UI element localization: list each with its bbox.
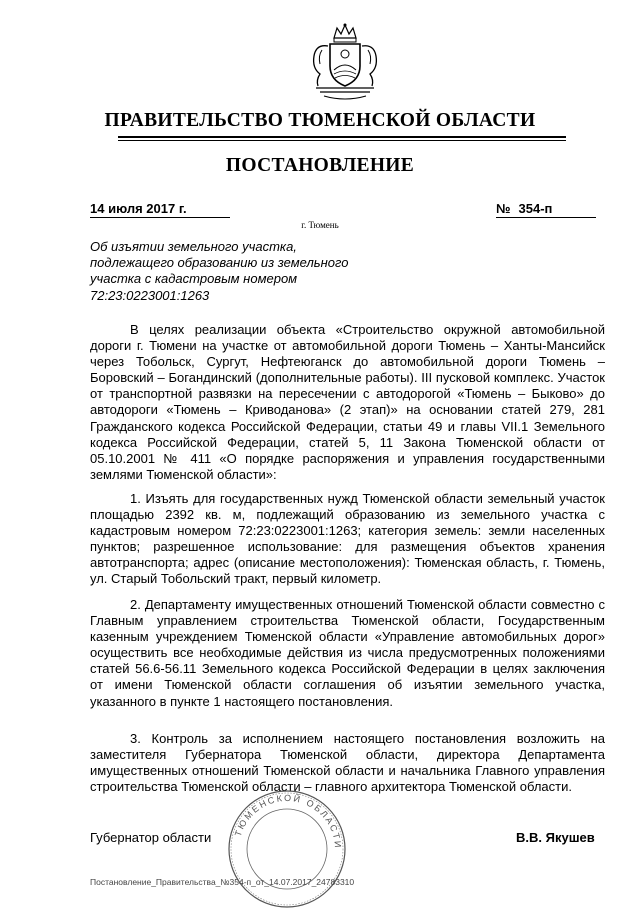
coat-of-arms-icon: [304, 22, 386, 102]
document-number: [496, 201, 596, 218]
header-rule: [118, 136, 566, 138]
document-city: г. Тюмень: [301, 220, 339, 230]
document-type-title: ПОСТАНОВЛЕНИЕ: [225, 155, 415, 176]
document-date: 14 июля 2017 г.: [90, 201, 230, 218]
document-subject: Об изъятии земельного участка, подлежащего образованию из земельного участка с кадастровым номером 72:23:0223001:1263: [90, 239, 349, 303]
number-label: №: [496, 201, 511, 216]
number-value: 354-п: [518, 201, 553, 216]
document-footer: Постановление_Правительства_№354-п_от_14.07.2017_24783310: [90, 877, 355, 887]
signatory-title: Губернатор области: [90, 830, 212, 845]
item-2-paragraph: 2. Департаменту имущественных отношений Тюменской области совместно с Главным управлением строительства Тюменской области, Государственным казенным учреждением Тюменской области «Управление автомобильных дорог» осуществить все необходимые действия из числа предусмотренных положениями статей 56.6-56.11 Земельного кодекса Российской Федерации в целях заключения от имени Тюменской области соглашения об изъятии земельного участка, указанного в пункте 1 настоящего постановления.: [90, 597, 605, 709]
signatory-name: В.В. Якушев: [516, 830, 595, 845]
preamble-paragraph: В целях реализации объекта «Строительство окружной автомобильной дороги г. Тюмени на участке от автомобильной дороги Тюмень – Ханты-Мансийск через Тобольск, Сургут, Нефтеюганск до автомобильной дороги Тюмень – Боровский – Богандинский (дополнительные работы). III пусковой комплекс. Участок от транспортной развязки на пересечении с автодорогой «Тюмень – Быково» до автодороги «Тюмень – Криводанова» (2 этап)» на основании статей 279, 281 Гражданского кодекса Российской Федерации, статьи 49 и главы VII.1 Земельного кодекса Российской Федерации, статей 5, 11 Закона Тюменской области от 05.10.2001 № 411 «О порядке распоряжения и управления государственными землями Тюменской области»:: [90, 322, 605, 482]
organization-title: ПРАВИТЕЛЬСТВО ТЮМЕНСКОЙ ОБЛАСТИ: [104, 110, 536, 131]
item-1-paragraph: 1. Изъять для государственных нужд Тюменской области земельный участок площадью 2392 кв. м, подлежащий образованию из земельного участка с кадастровым номером 72:23:0223001:1263; категория земель: земли населенных пунктов; разрешенное использование: для размещения объектов хранения автотранспорта; адрес (описание местоположения): Тюменская область, г. Тюмень, ул. Старый Тобольский тракт, первый километр.: [90, 491, 605, 587]
item-3-paragraph: 3. Контроль за исполнением настоящего постановления возложить на заместителя Губернатора Тюменской области, директора Департамента имущественных отношений Тюменской области и начальника Главного управления строительства Тюменской области – главного архитектора Тюменской области.: [90, 731, 605, 795]
stamp-text: ТЮМЕНСКОЙ ОБЛАСТИ: [232, 792, 344, 850]
header-rule-thin: [118, 140, 566, 141]
official-seal-stamp-icon: [226, 788, 348, 910]
